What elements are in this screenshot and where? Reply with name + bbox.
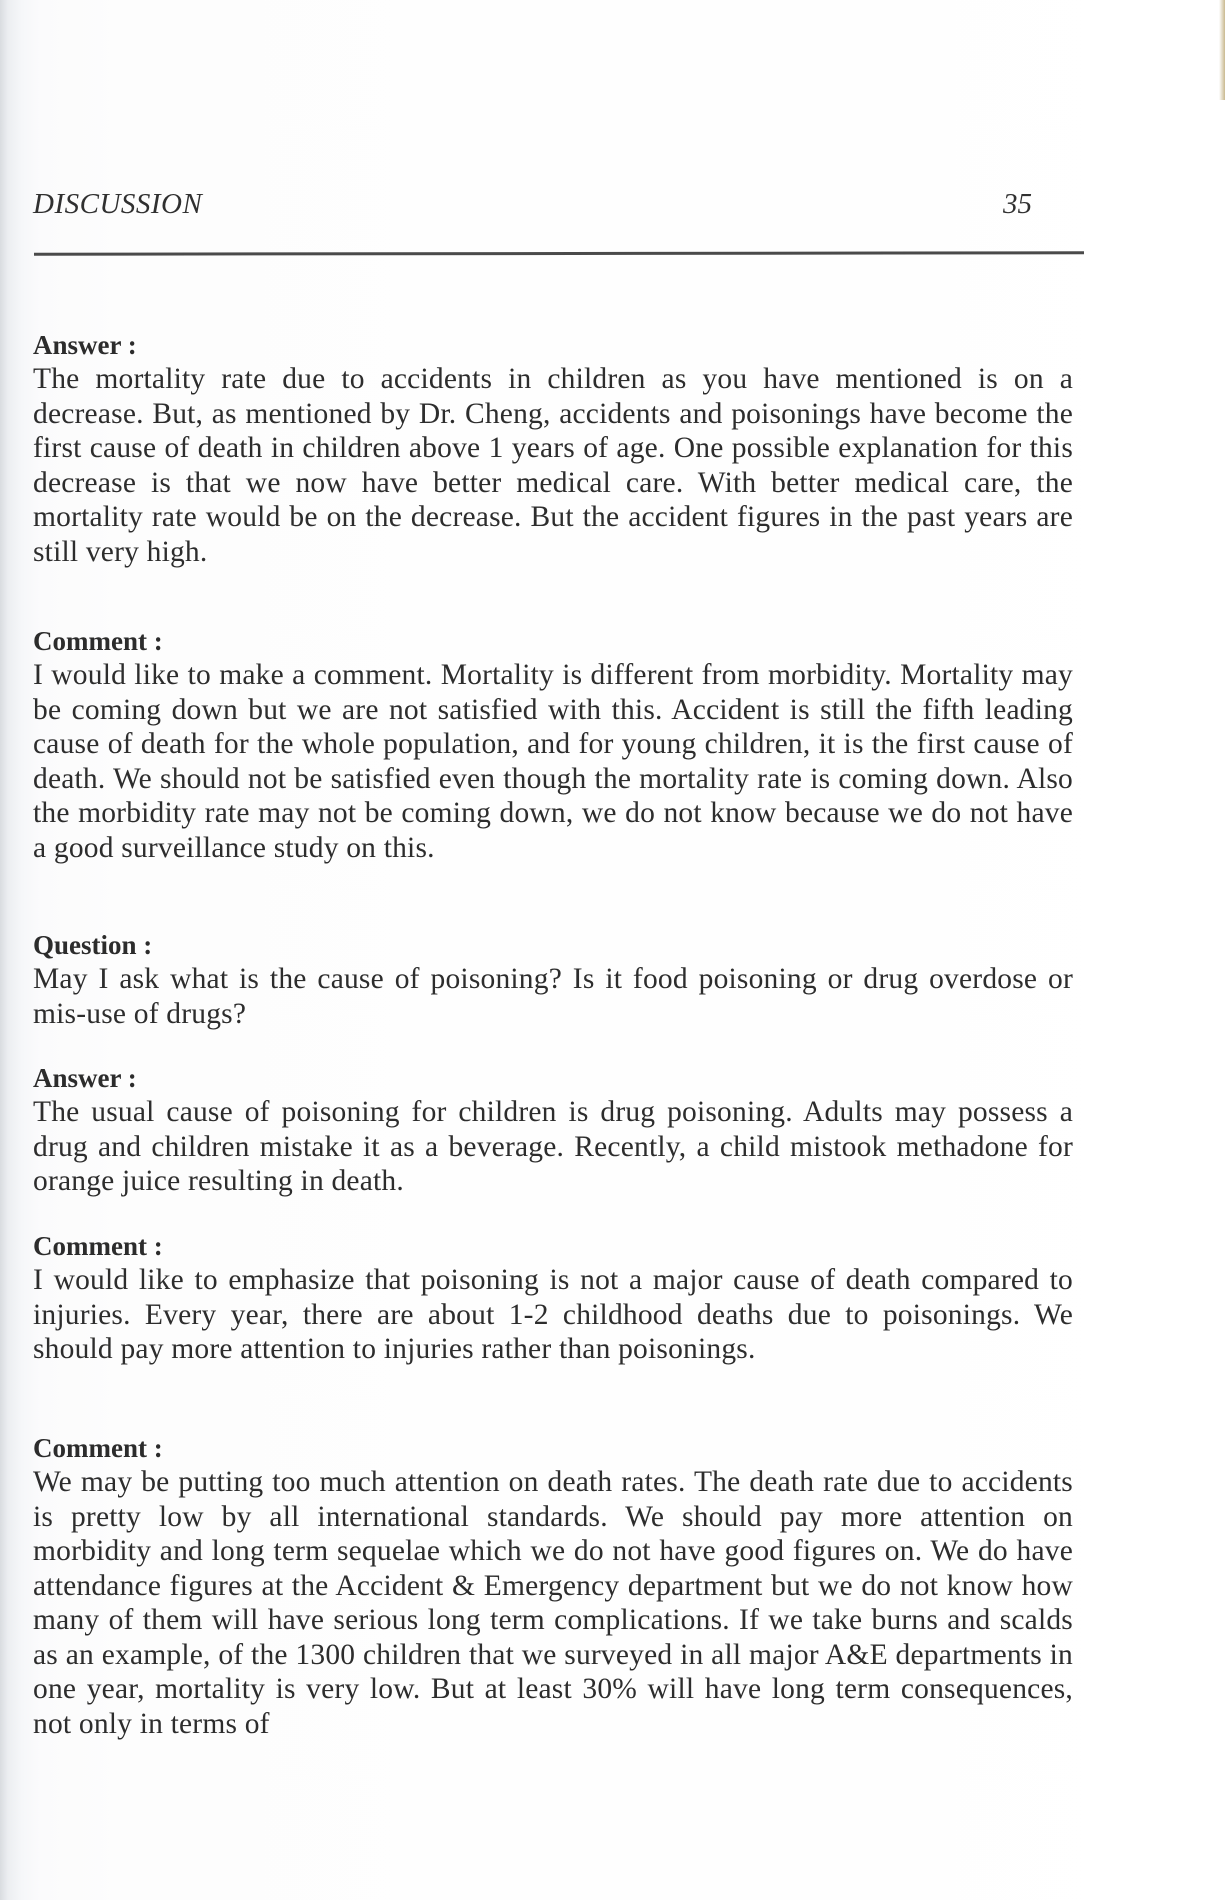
- answer-section-1: [33, 328, 1073, 569]
- comment-section-2: [33, 1229, 1073, 1367]
- section-text: I would like to emphasize that poisoning is not a major cause of death compared to injuries. Every year, there are about 1-2 childhood deaths due to poisonings. We should pay more attention to injuries rather than poisonings.: [33, 1264, 1073, 1365]
- question-section: [33, 928, 1073, 1031]
- header-rule: [34, 251, 1084, 255]
- running-head: DISCUSSION: [33, 188, 203, 220]
- section-text: The mortality rate due to accidents in children as you have mentioned is on a decrease. But, as mentioned by Dr. Cheng, accidents and poisonings have become the first cause of death in children above 1 years of age. One possible explanation for this decrease is that we now have better medical care. With better medical care, the mortality rate would be on the decrease. But the accident figures in the past years are still very high.: [33, 363, 1073, 568]
- answer-section-2: [33, 1061, 1073, 1199]
- section-text: I would like to make a comment. Mortality is different from morbidity. Mortality may be coming down but we are not satisfied with this. Accident is still the fifth leading cause of death for the whole population, and for young children, it is the first cause of death. We should not be satisfied even though the mortality rate is coming down. Also the morbidity rate may not be coming down, we do not know because we do not have a good surveillance study on this.: [33, 659, 1073, 864]
- section-label: Question :: [33, 930, 153, 960]
- page-edge: [1219, 0, 1225, 100]
- comment-section-3: [33, 1431, 1073, 1741]
- comment-section-1: [33, 624, 1073, 865]
- page-number: 35: [1003, 188, 1032, 220]
- section-text: The usual cause of poisoning for children is drug poisoning. Adults may possess a drug and children mistake it as a beverage. Recently, a child mistook methadone for orange juice resulting in death.: [33, 1096, 1073, 1197]
- section-label: Answer :: [33, 330, 137, 360]
- section-text: We may be putting too much attention on death rates. The death rate due to accidents is pretty low by all international standards. We should pay more attention on morbidity and long term sequelae which we do not have good figures on. We do have attendance figures at the Accident & Emergency department but we do not know how many of them will have serious long term complications. If we take burns and scalds as an example, of the 1300 children that we surveyed in all major A&E departments in one year, mortality is very low. But at least 30% will have long term consequences, not only in terms of: [33, 1466, 1073, 1740]
- section-text: May I ask what is the cause of poisoning? Is it food poisoning or drug overdose or mis-use of drugs?: [33, 963, 1073, 1030]
- section-label: Comment :: [33, 1231, 163, 1261]
- section-label: Comment :: [33, 1433, 163, 1463]
- section-label: Answer :: [33, 1063, 137, 1093]
- section-label: Comment :: [33, 626, 163, 656]
